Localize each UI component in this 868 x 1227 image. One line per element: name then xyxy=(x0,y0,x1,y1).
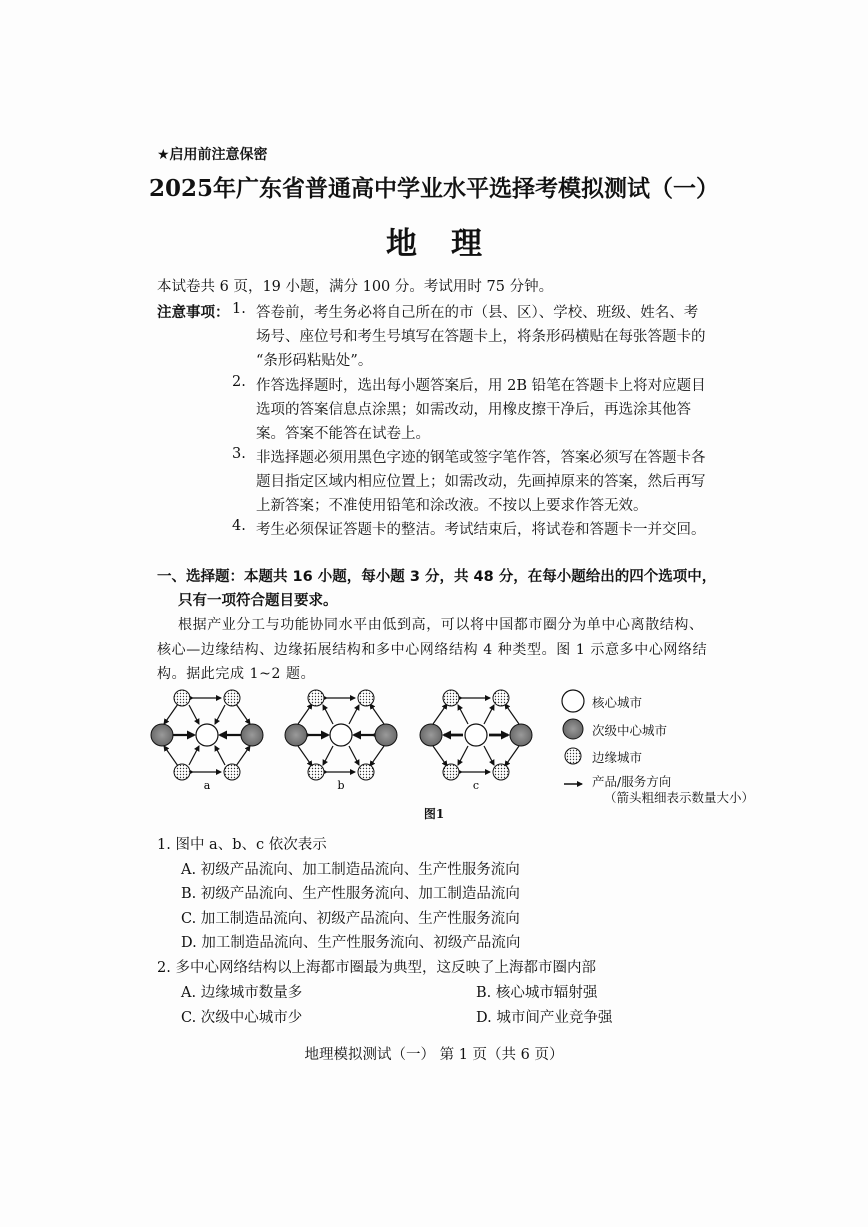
exam-intro: 本试卷共 6 页，19 小题，满分 100 分。考试用时 75 分钟。 xyxy=(157,279,554,295)
note-number: 1. xyxy=(232,301,246,317)
question-2-stem: 2. 多中心网络结构以上海都市圈最为典型，这反映了上海都市圈内部 xyxy=(157,960,596,976)
note-line: 答卷前，考生务必将自己所在的市（县、区）、学校、班级、姓名、考 xyxy=(256,305,699,321)
note-number: 3. xyxy=(232,446,246,462)
question-1-option-c: C. 加工制造品流向、初级产品流向、生产性服务流向 xyxy=(181,911,520,927)
diagram-label-b: b xyxy=(337,779,345,792)
legend-edge-symbol xyxy=(565,748,581,764)
legend-secondary-symbol xyxy=(563,719,583,739)
passage-line: 核心—边缘结构、边缘拓展结构和多中心网络结构 4 种类型。图 1 示意多中心网络结 xyxy=(157,642,708,658)
confidential-note: ★启用前注意保密 xyxy=(157,147,268,163)
question-2-option-b: B. 核心城市辐射强 xyxy=(476,985,598,1001)
figure-caption: 图1 xyxy=(423,807,445,821)
question-2-option-a: A. 边缘城市数量多 xyxy=(181,985,303,1001)
note-line: 非选择题必须用黑色字迹的钢笔或签字笔作答，答案必须写在答题卡各 xyxy=(256,450,706,466)
note-line: 题目指定区域内相应位置上；如需改动，先画掉原来的答案，然后再写 xyxy=(256,474,706,490)
legend-edge-label: 边缘城市 xyxy=(592,750,643,765)
subject-title: 地理 xyxy=(386,226,516,262)
notes-label: 注意事项： xyxy=(157,305,230,321)
note-line: 场号、座位号和考生号填写在答题卡上，将条形码横贴在每张答题卡的 xyxy=(256,329,706,345)
network-diagram-c xyxy=(420,690,532,780)
question-2-option-c: C. 次级中心城市少 xyxy=(181,1010,303,1026)
passage-line: 根据产业分工与功能协同水平由低到高，可以将中国都市圈分为单中心离散结构、 xyxy=(178,617,704,633)
question-1-option-d: D. 加工制造品流向、生产性服务流向、初级产品流向 xyxy=(181,935,521,951)
network-diagram-b xyxy=(285,690,397,780)
legend-core-symbol xyxy=(562,690,584,712)
question-1-option-a: A. 初级产品流向、加工制造品流向、生产性服务流向 xyxy=(181,862,520,878)
question-1-option-b: B. 初级产品流向、生产性服务流向、加工制造品流向 xyxy=(181,886,520,902)
passage-line: 构。据此完成 1~2 题。 xyxy=(157,666,316,682)
legend-core-label: 核心城市 xyxy=(592,695,643,710)
question-2-option-d: D. 城市间产业竞争强 xyxy=(476,1010,613,1026)
legend-flow-note: （箭头粗细表示数量大小） xyxy=(604,790,755,805)
note-line: 考生必须保证答题卡的整洁。考试结束后，将试卷和答题卡一并交回。 xyxy=(256,522,706,538)
note-line: 作答选择题时，选出每小题答案后，用 2B 铅笔在答题卡上将对应题目 xyxy=(256,378,706,394)
section-heading: 一、选择题：本题共 16 小题，每小题 3 分，共 48 分，在每小题给出的四个选项中， xyxy=(157,569,717,585)
note-line: 选项的答案信息点涂黑；如需改动，用橡皮擦干净后，再选涂其他答 xyxy=(256,402,691,418)
page-footer: 地理模拟测试（一） 第 1 页（共 6 页） xyxy=(304,1047,564,1063)
legend-flow-label: 产品/服务方向 xyxy=(592,774,672,789)
section-heading-cont: 只有一项符合题目要求。 xyxy=(178,593,338,609)
note-number: 2. xyxy=(232,374,246,390)
diagram-label-c: c xyxy=(472,779,480,792)
legend-secondary-label: 次级中心城市 xyxy=(592,723,668,738)
note-line: 上新答案；不准使用铅笔和涂改液。不按以上要求作答无效。 xyxy=(256,498,648,514)
figure-1-diagram xyxy=(140,680,780,800)
note-line: 案。答案不能答在试卷上。 xyxy=(256,426,430,442)
network-diagram-a xyxy=(151,690,263,780)
question-1-stem: 1. 图中 a、b、c 依次表示 xyxy=(157,837,327,853)
note-line: “条形码粘贴处”。 xyxy=(256,353,373,369)
exam-title: 2025年广东省普通高中学业水平选择考模拟测试（一） xyxy=(148,175,719,202)
diagram-label-a: a xyxy=(203,779,211,792)
note-number: 4. xyxy=(232,518,246,534)
